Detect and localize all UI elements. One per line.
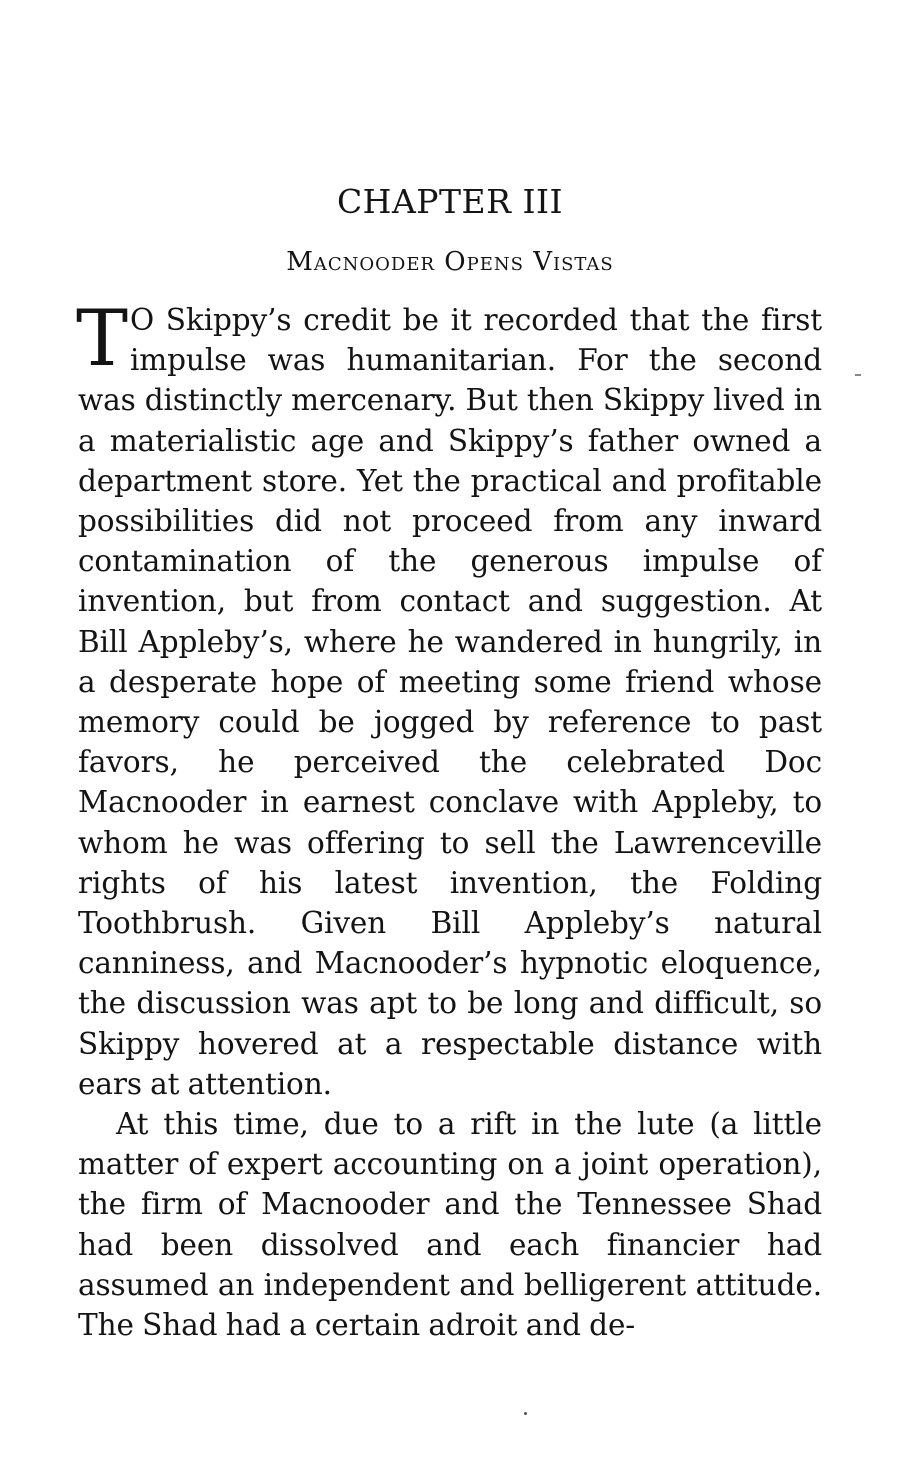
first-word-rest: O (129, 303, 155, 337)
chapter-number: CHAPTER III (336, 182, 564, 221)
footer-dot (524, 1412, 527, 1415)
paragraph-2 (78, 1104, 822, 1345)
paragraph-1 (76, 294, 822, 1104)
chapter-title: Macnooder Opens Vistas (286, 247, 614, 277)
paragraph-1-text: Skippy’s credit be it recorded that the first impulse was humanitarian. For the second was distinctly mercenary. But then Skippy lived in a materialistic age and Skippy’s father owned a department store. Yet the practical and profitable possibilities did not proceed from any inward contamination of the generous impulse of invention, but from contact and suggestion. At Bill Appleby’s, where he wandered in hungrily, in a desperate hope of meeting some friend whose memory could be jogged by reference to past favors, he perceived the celebrated Doc Macnooder in earnest conclave with Appleby, to whom he was offering to sell the Lawrenceville rights of his latest invention, the Folding Toothbrush. Given Bill Appleby’s natural canniness, and Macnooder’s hypnotic eloquence, the discussion was apt to be long and difficult, so Skippy hovered at a respectable distance with ears at attention. (78, 303, 822, 1101)
chapter-body (76, 294, 822, 1345)
paragraph-2-text: At this time, due to a rift in the lute (a little matter of expert accounting on a joint operation), the firm of Macnooder and the Tennessee Shad had been dissolved and each financier had assumed an independent and belligerent attitude. The Shad had a certain adroit and de- (78, 1107, 822, 1343)
drop-cap: T (76, 294, 128, 384)
margin-mark (855, 374, 861, 376)
